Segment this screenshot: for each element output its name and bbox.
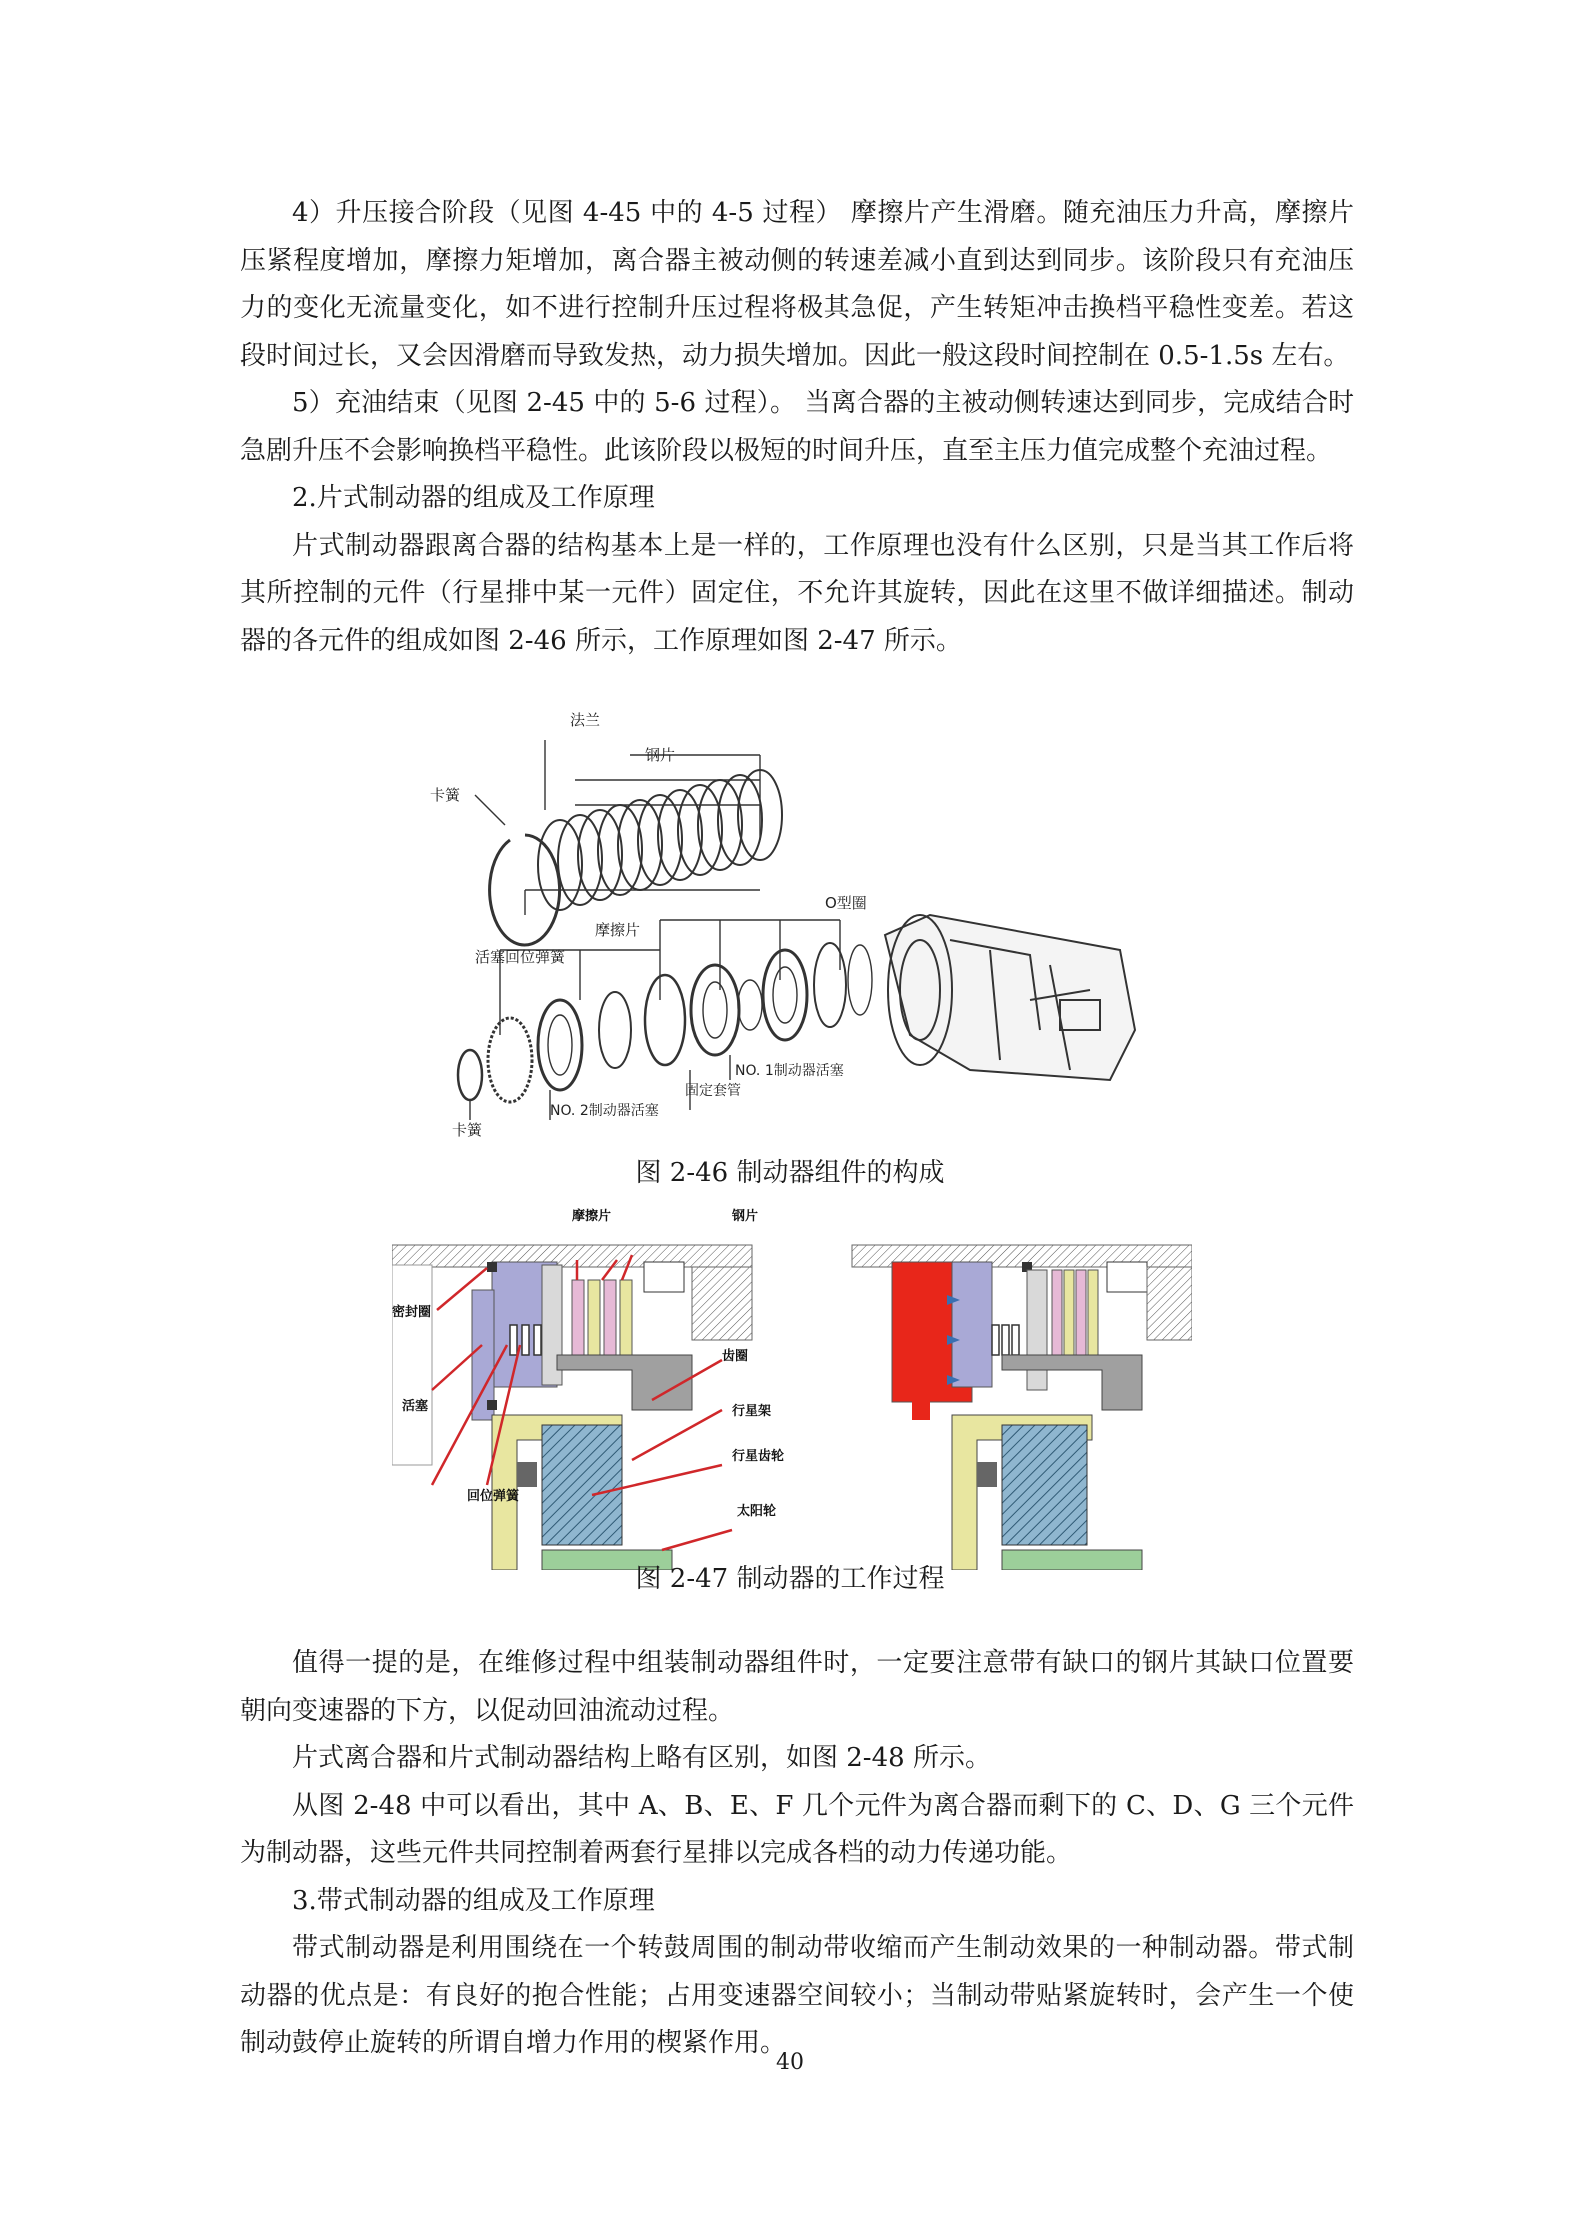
label-fixed-sleeve: 固定套管 (685, 1083, 741, 1099)
right-diagram (852, 1245, 1192, 1570)
paragraph-stage-4: 4）升压接合阶段（见图 4-45 中的 4-5 过程） 摩擦片产生滑磨。随充油压力升高，摩擦片压紧程度增加，摩擦力矩增加，离合器主被动侧的转速差减小直到达到同步。该阶段只有充油压力的变化无流量变化，如不进行控制升压过程将极其急促，产生转矩冲击换档平稳性变差。若这段时间过长，又会因滑磨而导致发热，动力损失增加。因此一般这段时间控制在 0.5-1.5s 左右。 (240, 198, 1354, 371)
label-return-spring: 活塞回位弹簧 (475, 948, 566, 966)
heading-disc-brake: 2.片式制动器的组成及工作原理 (292, 483, 655, 513)
label-flange: 法兰 (570, 711, 601, 729)
figure-2-47-brake-operation (392, 1200, 1192, 1570)
label-carrier: 行星架 (732, 1404, 772, 1419)
label-steel-plate: 钢片 (645, 746, 676, 764)
label-friction-plate: 摩擦片 (595, 921, 641, 939)
label-steel-plate-47: 钢片 (732, 1209, 759, 1224)
figure-2-46-caption: 图 2-46 制动器组件的构成 (635, 1158, 945, 1188)
figure-2-47-caption: 图 2-47 制动器的工作过程 (635, 1564, 945, 1594)
label-friction-plate-47: 摩擦片 (572, 1209, 612, 1224)
label-piston: 活塞 (402, 1399, 429, 1414)
paragraph-elements: 从图 2-48 中可以看出，其中 A、B、E、F 几个元件为离合器而剩下的 C、D、G 三个元件为制动器，这些元件共同控制着两套行星排以完成各档的动力传递功能。 (240, 1790, 1354, 1868)
label-snap-ring-top: 卡簧 (430, 786, 461, 804)
paragraph-difference: 片式离合器和片式制动器结构上略有区别，如图 2-48 所示。 (292, 1743, 991, 1773)
label-sun-gear: 太阳轮 (737, 1504, 777, 1519)
label-seal: 密封圈 (392, 1305, 432, 1320)
label-no2-piston: NO. 2制动器活塞 (550, 1103, 659, 1119)
label-o-ring: O型圈 (825, 894, 867, 912)
label-ring-gear: 齿圈 (722, 1349, 749, 1364)
label-snap-ring-bottom: 卡簧 (452, 1121, 483, 1139)
label-return-spring-47: 回位弹簧 (467, 1489, 520, 1504)
label-planet-gear: 行星齿轮 (732, 1449, 785, 1464)
paragraph-stage-5: 5）充油结束（见图 2-45 中的 5-6 过程）。 当离合器的主被动侧转速达到同步，完成结合时急剧升压不会影响换档平稳性。此该阶段以极短的时间升压，直至主压力值完成整个充油过程。 (240, 388, 1354, 466)
figure-2-46-brake-components (430, 700, 1150, 1160)
page-number: 40 (776, 2050, 804, 2075)
paragraph-assembly-note: 值得一提的是，在维修过程中组装制动器组件时，一定要注意带有缺口的钢片其缺口位置要朝向变速器的下方，以促动回油流动过程。 (240, 1648, 1354, 1726)
label-no1-piston: NO. 1制动器活塞 (735, 1063, 844, 1079)
paragraph-band-brake: 带式制动器是利用围绕在一个转鼓周围的制动带收缩而产生制动效果的一种制动器。带式制动器的优点是：有良好的抱合性能；占用变速器空间较小；当制动带贴紧旋转时，会产生一个使制动鼓停止旋转的所谓自增力作用的楔紧作用。 (240, 1933, 1354, 2058)
paragraph-disc-brake: 片式制动器跟离合器的结构基本上是一样的，工作原理也没有什么区别，只是当其工作后将其所控制的元件（行星排中某一元件）固定住，不允许其旋转，因此在这里不做详细描述。制动器的各元件的组成如图 2-46 所示，工作原理如图 2-47 所示。 (240, 530, 1354, 656)
left-diagram (392, 1208, 784, 1570)
bottom-text-block (240, 1640, 1354, 2068)
top-text-block (240, 190, 1354, 665)
heading-band-brake: 3.带式制动器的组成及工作原理 (292, 1885, 655, 1916)
